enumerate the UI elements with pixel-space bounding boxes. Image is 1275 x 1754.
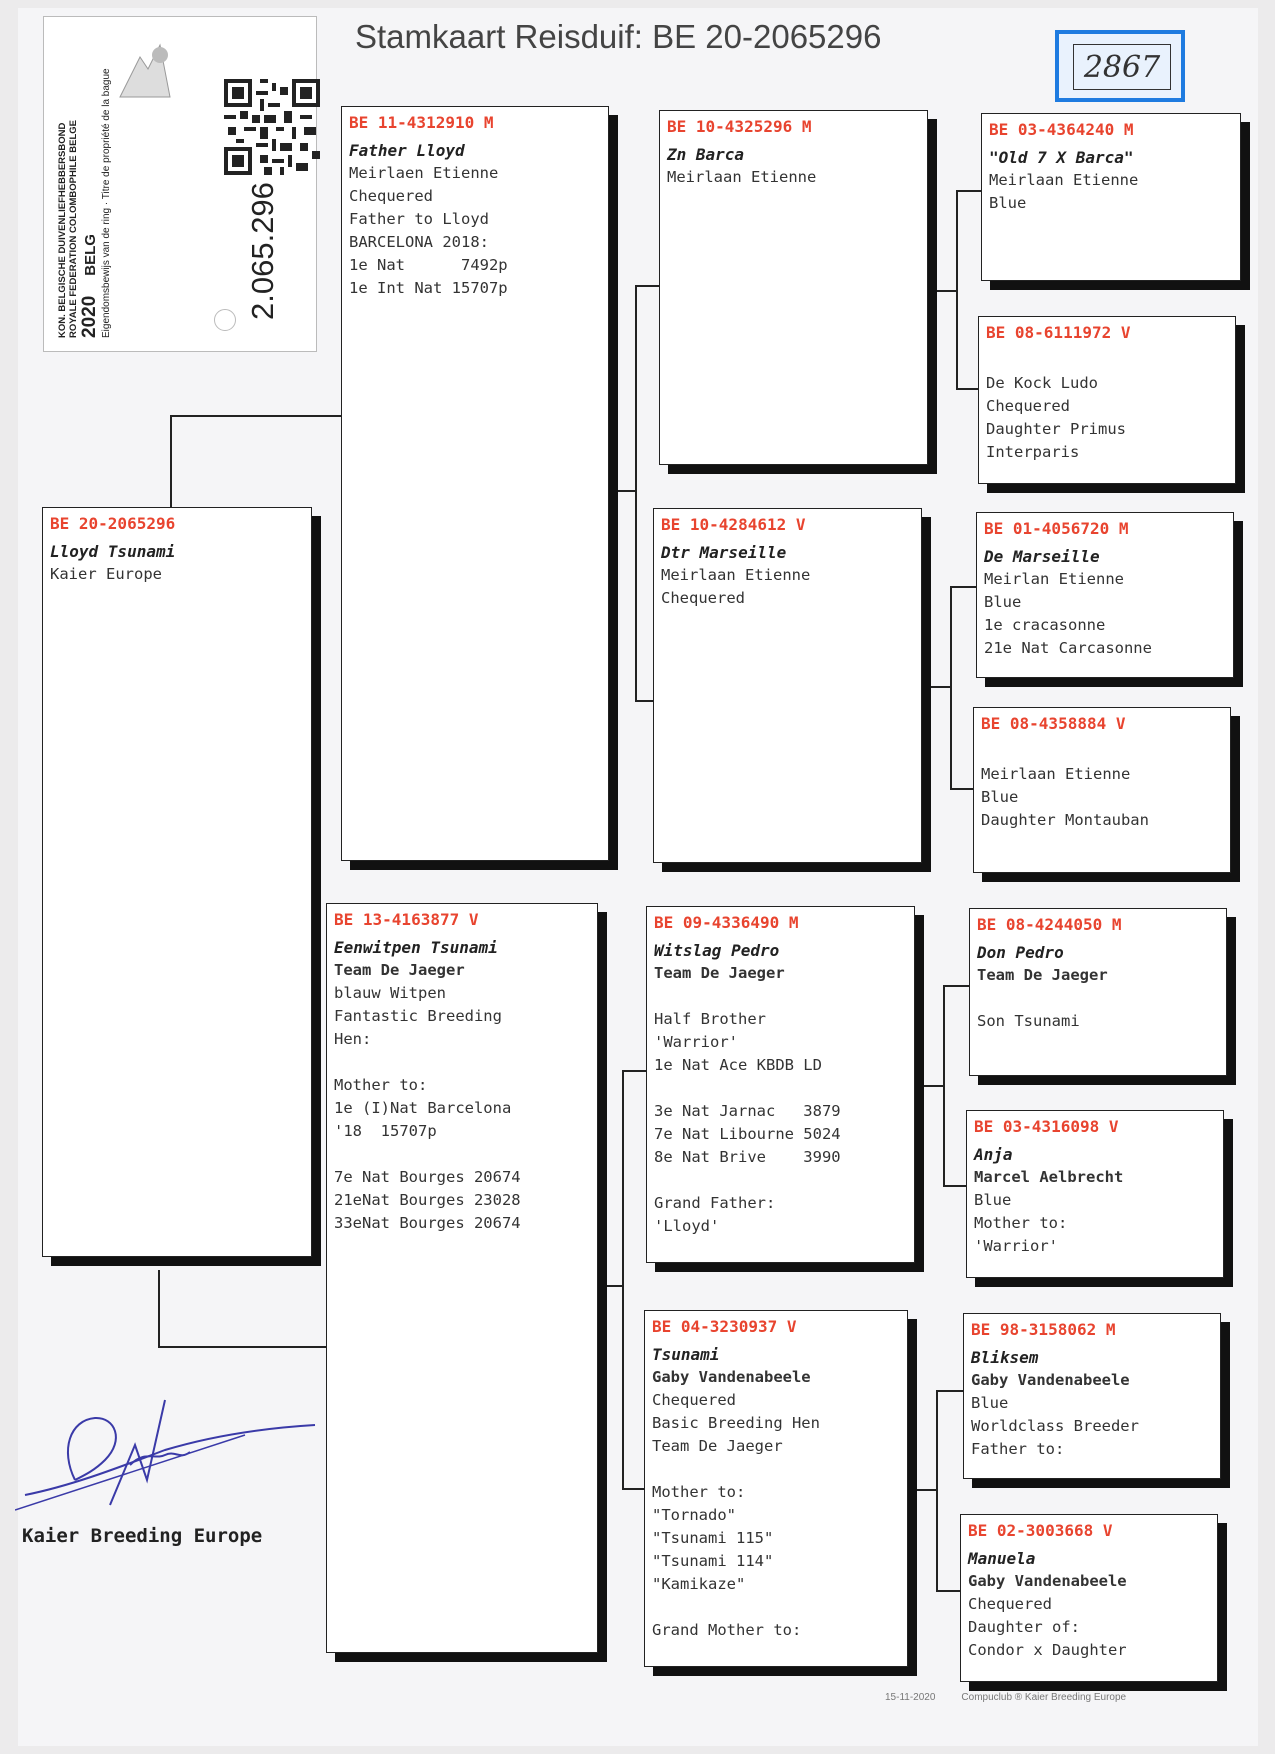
pigeon-detail-line: 7e Nat Libourne 5024 xyxy=(654,1125,841,1143)
pigeon-detail-line: Blue xyxy=(984,593,1022,611)
connector xyxy=(936,1390,938,1592)
pigeon-detail-line: 'Lloyd' xyxy=(654,1217,720,1235)
pigeon-name: Tsunami xyxy=(652,1345,720,1364)
pigeon-detail-line: 21eNat Bourges 23028 xyxy=(334,1191,521,1209)
pigeon-detail-line: "Tsunami 115" xyxy=(652,1529,774,1547)
pigeon-detail-line: Meirlaan Etienne xyxy=(981,765,1131,783)
pigeon-detail-line: Meirlan Etienne xyxy=(984,570,1124,588)
pigeon-detail-line: Hen: xyxy=(334,1030,372,1048)
pigeon-detail-line: Grand Father: xyxy=(654,1194,776,1212)
pigeon-detail-line: Mother to: xyxy=(334,1076,428,1094)
pigeon-card-fmf xyxy=(976,512,1234,678)
ring-number: BE 13-4163877 V xyxy=(334,910,479,929)
pigeon-detail-line: Son Tsunami xyxy=(977,1012,1080,1030)
qr-code-icon xyxy=(224,79,320,175)
pigeon-detail-line: '18 15707p xyxy=(334,1122,437,1140)
breeder-name: Marcel Aelbrecht xyxy=(974,1168,1124,1186)
pigeon-name: Zn Barca xyxy=(667,145,745,164)
pigeon-detail-line: Chequered xyxy=(968,1595,1052,1613)
pigeon-detail-line: 3e Nat Jarnac 3879 xyxy=(654,1102,841,1120)
pigeon-detail-line: Daughter Primus xyxy=(986,420,1126,438)
connector xyxy=(635,700,653,702)
pigeon-detail-line: Condor x Daughter xyxy=(968,1641,1127,1659)
connector xyxy=(170,415,172,507)
pigeon-detail-line: Basic Breeding Hen xyxy=(652,1414,820,1432)
connector xyxy=(622,1070,624,1490)
ring-number: BE 09-4336490 M xyxy=(654,913,799,932)
pigeon-detail-line: Half Brother xyxy=(654,1010,766,1028)
connector xyxy=(956,190,958,390)
ring-number: BE 11-4312910 M xyxy=(349,113,494,132)
pigeon-name: Bliksem xyxy=(971,1348,1039,1367)
pigeon-name: Don Pedro xyxy=(977,943,1064,962)
signature-caption: Kaier Breeding Europe xyxy=(22,1525,263,1547)
pigeon-detail-line: 1e Int Nat 15707p xyxy=(349,279,508,297)
connector xyxy=(943,1185,968,1187)
pigeon-detail-line: Father to: xyxy=(971,1440,1065,1458)
pigeon-card-father-mother xyxy=(653,508,922,863)
pigeon-detail-line xyxy=(654,985,907,1008)
ring-number: BE 10-4325296 M xyxy=(667,117,812,136)
pigeon-detail-line: 'Warrior' xyxy=(654,1033,738,1051)
pigeon-detail-line: "Tornado" xyxy=(652,1506,736,1524)
federation-name-nl: KON. BELGISCHE DUIVENLIEFHEBBERSBOND xyxy=(57,122,68,338)
pigeon-detail-line: 8e Nat Brive 3990 xyxy=(654,1148,841,1166)
pigeon-name: Lloyd Tsunami xyxy=(50,542,176,561)
pigeon-card-fff xyxy=(981,113,1241,281)
pigeon-card-father xyxy=(341,106,609,861)
pigeon-detail-line: Chequered xyxy=(661,589,745,607)
pigeon-detail-line: Blue xyxy=(974,1191,1012,1209)
connector xyxy=(950,788,975,790)
pigeon-detail-line: Meirlaan Etienne xyxy=(989,171,1139,189)
pigeon-detail-line xyxy=(652,1458,900,1481)
ring-number: BE 10-4284612 V xyxy=(661,515,806,534)
pigeon-detail-line: Chequered xyxy=(349,187,433,205)
pigeon-detail-line: Blue xyxy=(981,788,1019,806)
pigeon-detail-line: Meirlaan Etienne xyxy=(667,168,817,186)
connector xyxy=(956,388,980,390)
connector xyxy=(950,586,952,790)
connector xyxy=(922,686,952,688)
pigeon-name: Eenwitpen Tsunami xyxy=(334,938,498,957)
pigeon-detail-line: BARCELONA 2018: xyxy=(349,233,489,251)
pigeon-card-fmm xyxy=(973,707,1231,873)
pigeon-card-mfm xyxy=(966,1110,1224,1278)
pigeon-detail-line: De Kock Ludo xyxy=(986,374,1098,392)
connector xyxy=(943,985,971,987)
pigeon-name: Father Lloyd xyxy=(349,141,465,160)
pigeon-detail-line: Blue xyxy=(989,194,1027,212)
pigeon-detail-line xyxy=(652,1596,900,1619)
breeder-name: Team De Jaeger xyxy=(977,966,1108,984)
pigeon-name: Dtr Marseille xyxy=(661,543,787,562)
pigeon-card-ffm xyxy=(978,316,1236,484)
federation-logo-icon xyxy=(110,37,180,107)
pigeon-detail-line xyxy=(334,1051,590,1074)
pigeon-detail-line: "Tsunami 114" xyxy=(652,1552,774,1570)
pigeon-card-mother-mother xyxy=(644,1310,908,1667)
connector xyxy=(928,290,958,292)
connector xyxy=(915,1085,945,1087)
ring-card-hole xyxy=(214,309,236,331)
footer-credit: Compuclub ® Kaier Breeding Europe xyxy=(961,1692,1127,1703)
connector xyxy=(609,490,637,492)
ring-card-federation-text xyxy=(57,68,112,338)
pigeon-detail-line: blauw Witpen xyxy=(334,984,446,1002)
page-title: Stamkaart Reisduif: BE 20-2065296 xyxy=(355,18,882,55)
pigeon-detail-line: "Kamikaze" xyxy=(652,1575,746,1593)
breeder-name: Team De Jaeger xyxy=(654,964,785,982)
ring-number: BE 02-3003668 V xyxy=(968,1521,1113,1540)
ring-number: BE 08-4358884 V xyxy=(981,714,1126,733)
ring-number: BE 01-4056720 M xyxy=(984,519,1129,538)
pigeon-card-subject xyxy=(42,507,312,1257)
pigeon-card-mmf xyxy=(963,1313,1221,1479)
pigeon-name: Witslag Pedro xyxy=(654,941,780,960)
ring-card-number: 2.065.296 xyxy=(245,182,280,320)
connector xyxy=(170,415,342,417)
pigeon-detail-line xyxy=(986,349,1228,372)
connector xyxy=(598,1285,624,1287)
pigeon-detail-line: Team De Jaeger xyxy=(652,1437,783,1455)
connector xyxy=(635,285,660,287)
pigeon-detail-line: Chequered xyxy=(652,1391,736,1409)
pigeon-detail-line: 21e Nat Carcasonne xyxy=(984,639,1152,657)
ring-number: BE 98-3158062 M xyxy=(971,1320,1116,1339)
pigeon-detail-line: Chequered xyxy=(986,397,1070,415)
pigeon-detail-line: 33eNat Bourges 20674 xyxy=(334,1214,521,1232)
pigeon-detail-line: Father to Lloyd xyxy=(349,210,489,228)
pigeon-detail-line: 'Warrior' xyxy=(974,1237,1058,1255)
pigeon-detail-line: Worldclass Breeder xyxy=(971,1417,1139,1435)
connector xyxy=(908,1489,938,1491)
pigeon-name: De Marseille xyxy=(984,547,1100,566)
pigeon-detail-line: Meirlaen Etienne xyxy=(349,164,499,182)
ownership-text: Eigendomsbewijs van de ring · Titre de propriété de la bague xyxy=(101,68,112,338)
pigeon-detail-line: 7e Nat Bourges 20674 xyxy=(334,1168,521,1186)
ring-number: BE 20-2065296 xyxy=(50,514,176,533)
footer xyxy=(885,1692,1152,1703)
footer-date: 15-11-2020 xyxy=(885,1692,936,1703)
pigeon-detail-line: 1e Nat 7492p xyxy=(349,256,508,274)
connector xyxy=(936,1390,966,1392)
pigeon-card-father-father xyxy=(659,110,928,465)
pigeon-detail-line: 1e Nat Ace KBDB LD xyxy=(654,1056,822,1074)
pigeon-detail-line: 1e cracasonne xyxy=(984,616,1106,634)
handwritten-number: 2867 xyxy=(1073,44,1171,90)
ring-number: BE 03-4364240 M xyxy=(989,120,1134,139)
connector xyxy=(158,1270,160,1348)
ring-number: BE 08-6111972 V xyxy=(986,323,1131,342)
pigeon-detail-line xyxy=(334,1143,590,1166)
pigeon-detail-line xyxy=(654,1077,907,1100)
pigeon-detail-line xyxy=(654,1169,907,1192)
pigeon-detail-line: Blue xyxy=(971,1394,1009,1412)
handwritten-number-stamp xyxy=(1055,30,1185,102)
federation-name-fr: ROYALE FEDERATION COLOMBOPHILE BELGE xyxy=(68,120,79,338)
connector xyxy=(622,1070,647,1072)
breeder-name: Gaby Vandenabeele xyxy=(971,1371,1130,1389)
connector xyxy=(956,190,982,192)
pigeon-detail-line xyxy=(977,987,1219,1010)
ring-number: BE 04-3230937 V xyxy=(652,1317,797,1336)
pigeon-detail-line: Interparis xyxy=(986,443,1080,461)
pigeon-name: "Old 7 X Barca" xyxy=(989,148,1134,167)
pigeon-detail-line: Mother to: xyxy=(974,1214,1068,1232)
pigeon-detail-line xyxy=(981,740,1223,763)
pigeon-card-mother xyxy=(326,903,598,1653)
handwritten-signature-icon xyxy=(15,1390,325,1530)
ring-year: 2020 xyxy=(79,295,100,338)
connector xyxy=(635,285,637,701)
pigeon-detail-line: Meirlaan Etienne xyxy=(661,566,811,584)
connector xyxy=(158,1346,326,1348)
connector xyxy=(950,586,978,588)
connector xyxy=(943,985,945,1187)
breeder-name: Team De Jaeger xyxy=(334,961,465,979)
pigeon-detail-line: Grand Mother to: xyxy=(652,1621,802,1639)
pigeon-card-mff xyxy=(969,908,1227,1076)
pigeon-detail-line: Daughter of: xyxy=(968,1618,1080,1636)
breeder-name: Gaby Vandenabeele xyxy=(652,1368,811,1386)
pigeon-card-mother-father xyxy=(646,906,915,1263)
pigeon-detail-line: Mother to: xyxy=(652,1483,746,1501)
pigeon-detail-line: Daughter Montauban xyxy=(981,811,1149,829)
pigeon-card-mmm xyxy=(960,1514,1218,1682)
breeder-name: Gaby Vandenabeele xyxy=(968,1572,1127,1590)
ring-country: BELG xyxy=(82,234,99,276)
pigeon-name: Anja xyxy=(974,1145,1013,1164)
pigeon-detail-line: 1e (I)Nat Barcelona xyxy=(334,1099,512,1117)
pigeon-name: Manuela xyxy=(968,1549,1036,1568)
connector xyxy=(622,1488,644,1490)
pigeon-detail-line: Kaier Europe xyxy=(50,565,162,583)
pigeon-detail-line: Fantastic Breeding xyxy=(334,1007,502,1025)
ring-number: BE 08-4244050 M xyxy=(977,915,1122,934)
ring-number: BE 03-4316098 V xyxy=(974,1117,1119,1136)
